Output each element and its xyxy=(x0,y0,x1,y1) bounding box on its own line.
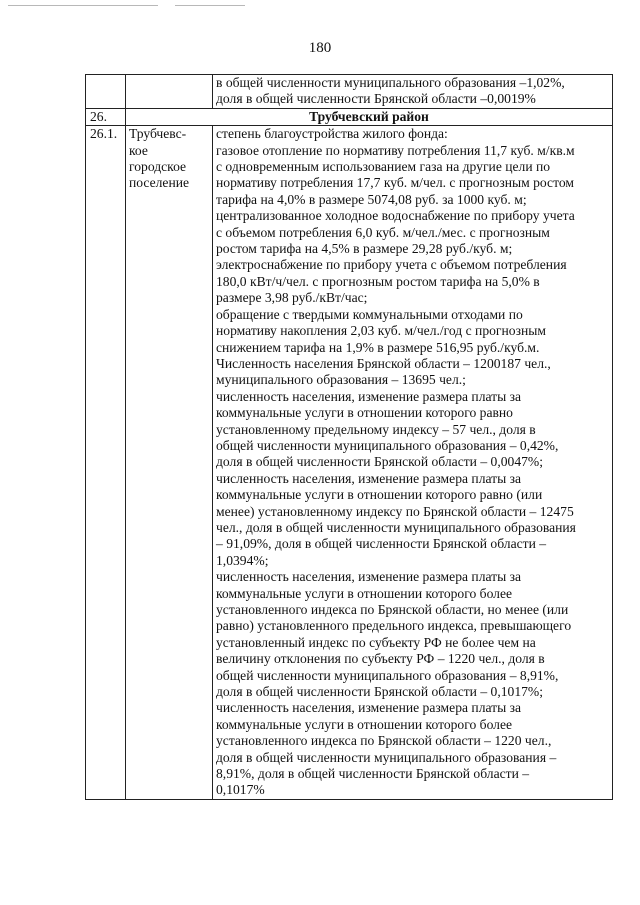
text-line: установленного индекса по Брянской области – 1220 чел., xyxy=(216,733,552,749)
text-line: общей численности муниципального образования – 8,91%, xyxy=(216,667,559,683)
municipality-name xyxy=(126,75,213,109)
text-line: муниципального образования – 13695 чел.; xyxy=(216,372,466,388)
text-line: нормативу потребления 17,7 куб. м/чел. с прогнозным ростом xyxy=(216,175,574,191)
text-line: с объемом потребления 6,0 куб. м/чел./мес. с прогнозным xyxy=(216,224,550,240)
text-line: 1,0394%; xyxy=(216,552,269,568)
text-line: доля в общей численности Брянской области –0,0019% xyxy=(216,91,536,107)
text-line: доля в общей численности муниципального образования – xyxy=(216,749,557,765)
description-cell xyxy=(213,126,613,800)
text-line: общей численности муниципального образования – 0,42%, xyxy=(216,437,559,453)
text-line: обращение с твердыми коммунальными отходами по xyxy=(216,306,523,322)
text-line: доля в общей численности Брянской области – 0,0047%; xyxy=(216,454,544,470)
text-line: электроснабжение по прибору учета с объемом потребления xyxy=(216,257,567,273)
municipality-name-line: городское xyxy=(129,159,187,175)
text-line: численность населения, изменение размера платы за xyxy=(216,388,522,404)
text-line: коммунальные услуги в отношении которого равно (или xyxy=(216,487,543,503)
text-line: 180,0 кВт/ч/чел. с прогнозным ростом тарифа на 5,0% в xyxy=(216,273,540,289)
text-line: установленному предельному индексу – 57 чел., доля в xyxy=(216,421,536,437)
text-line: размере 3,98 руб./кВт/час; xyxy=(216,290,368,306)
text-line: 8,91%, доля в общей численности Брянской области – xyxy=(216,766,530,782)
table-row-entry xyxy=(86,126,613,800)
text-line: газовое отопление по нормативу потребления 11,7 куб. м/кв.м xyxy=(216,142,575,158)
text-line: Численность населения Брянской области – 1200187 чел., xyxy=(216,355,551,371)
text-line: централизованное холодное водоснабжение по прибору учета xyxy=(216,208,575,224)
section-title: Трубчевский район xyxy=(126,108,613,125)
entry-number: 26.1. xyxy=(86,126,126,800)
table-row-continuation xyxy=(86,75,613,109)
municipality-name-line: Трубчевс- xyxy=(129,126,187,142)
text-line: с одновременным использованием газа на другие цели по xyxy=(216,159,551,175)
text-line: коммунальные услуги в отношении которого более xyxy=(216,585,513,601)
text-line: равно) установленного предельного индекса, превышающего xyxy=(216,618,572,634)
text-line: 0,1017% xyxy=(216,782,265,798)
text-line: коммунальные услуги в отношении которого более xyxy=(216,716,513,732)
text-line: степень благоустройства жилого фонда: xyxy=(216,126,448,142)
scan-artifact-line xyxy=(175,5,245,6)
text-line: нормативу накопления 2,03 куб. м/чел./год с прогнозным xyxy=(216,323,546,339)
municipality-name-line: поселение xyxy=(129,175,190,191)
text-line: – 91,09%, доля в общей численности Брянской области – xyxy=(216,536,547,552)
document-table xyxy=(85,74,613,800)
text-line: численность населения, изменение размера платы за xyxy=(216,470,522,486)
table-row-section xyxy=(86,108,613,125)
text-line: чел., доля в общей численности муниципального образования xyxy=(216,519,576,535)
text-line: тарифа на 4,0% в размере 5074,08 руб. за 1000 куб. м; xyxy=(216,191,527,207)
text-line: снижением тарифа на 1,9% в размере 516,95 руб./куб.м. xyxy=(216,339,540,355)
text-line: установленный индекс по субъекту РФ не более чем на xyxy=(216,634,536,650)
text-line: установленного индекса по Брянской области, но менее (или xyxy=(216,602,569,617)
page-number: 180 xyxy=(308,40,332,56)
scan-artifact-line xyxy=(8,5,158,6)
description-cell xyxy=(213,75,613,109)
text-line: менее) установленному индексу по Брянской области – 12475 xyxy=(216,503,574,519)
row-number xyxy=(86,75,126,109)
text-line: численность населения, изменение размера платы за xyxy=(216,700,522,716)
municipality-name-line: кое xyxy=(129,142,148,158)
municipality-name-cell xyxy=(126,126,213,800)
text-line: численность населения, изменение размера платы за xyxy=(216,569,522,585)
text-line: доля в общей численности Брянской области – 0,1017%; xyxy=(216,684,544,700)
text-line: в общей численности муниципального образования –1,02%, xyxy=(216,75,565,90)
text-line: величину отклонения по субъекту РФ – 1220 чел., доля в xyxy=(216,651,545,667)
section-number: 26. xyxy=(86,108,126,125)
text-line: ростом тарифа на 4,5% в размере 29,28 руб./куб. м; xyxy=(216,241,513,257)
text-line: коммунальные услуги в отношении которого равно xyxy=(216,405,513,421)
